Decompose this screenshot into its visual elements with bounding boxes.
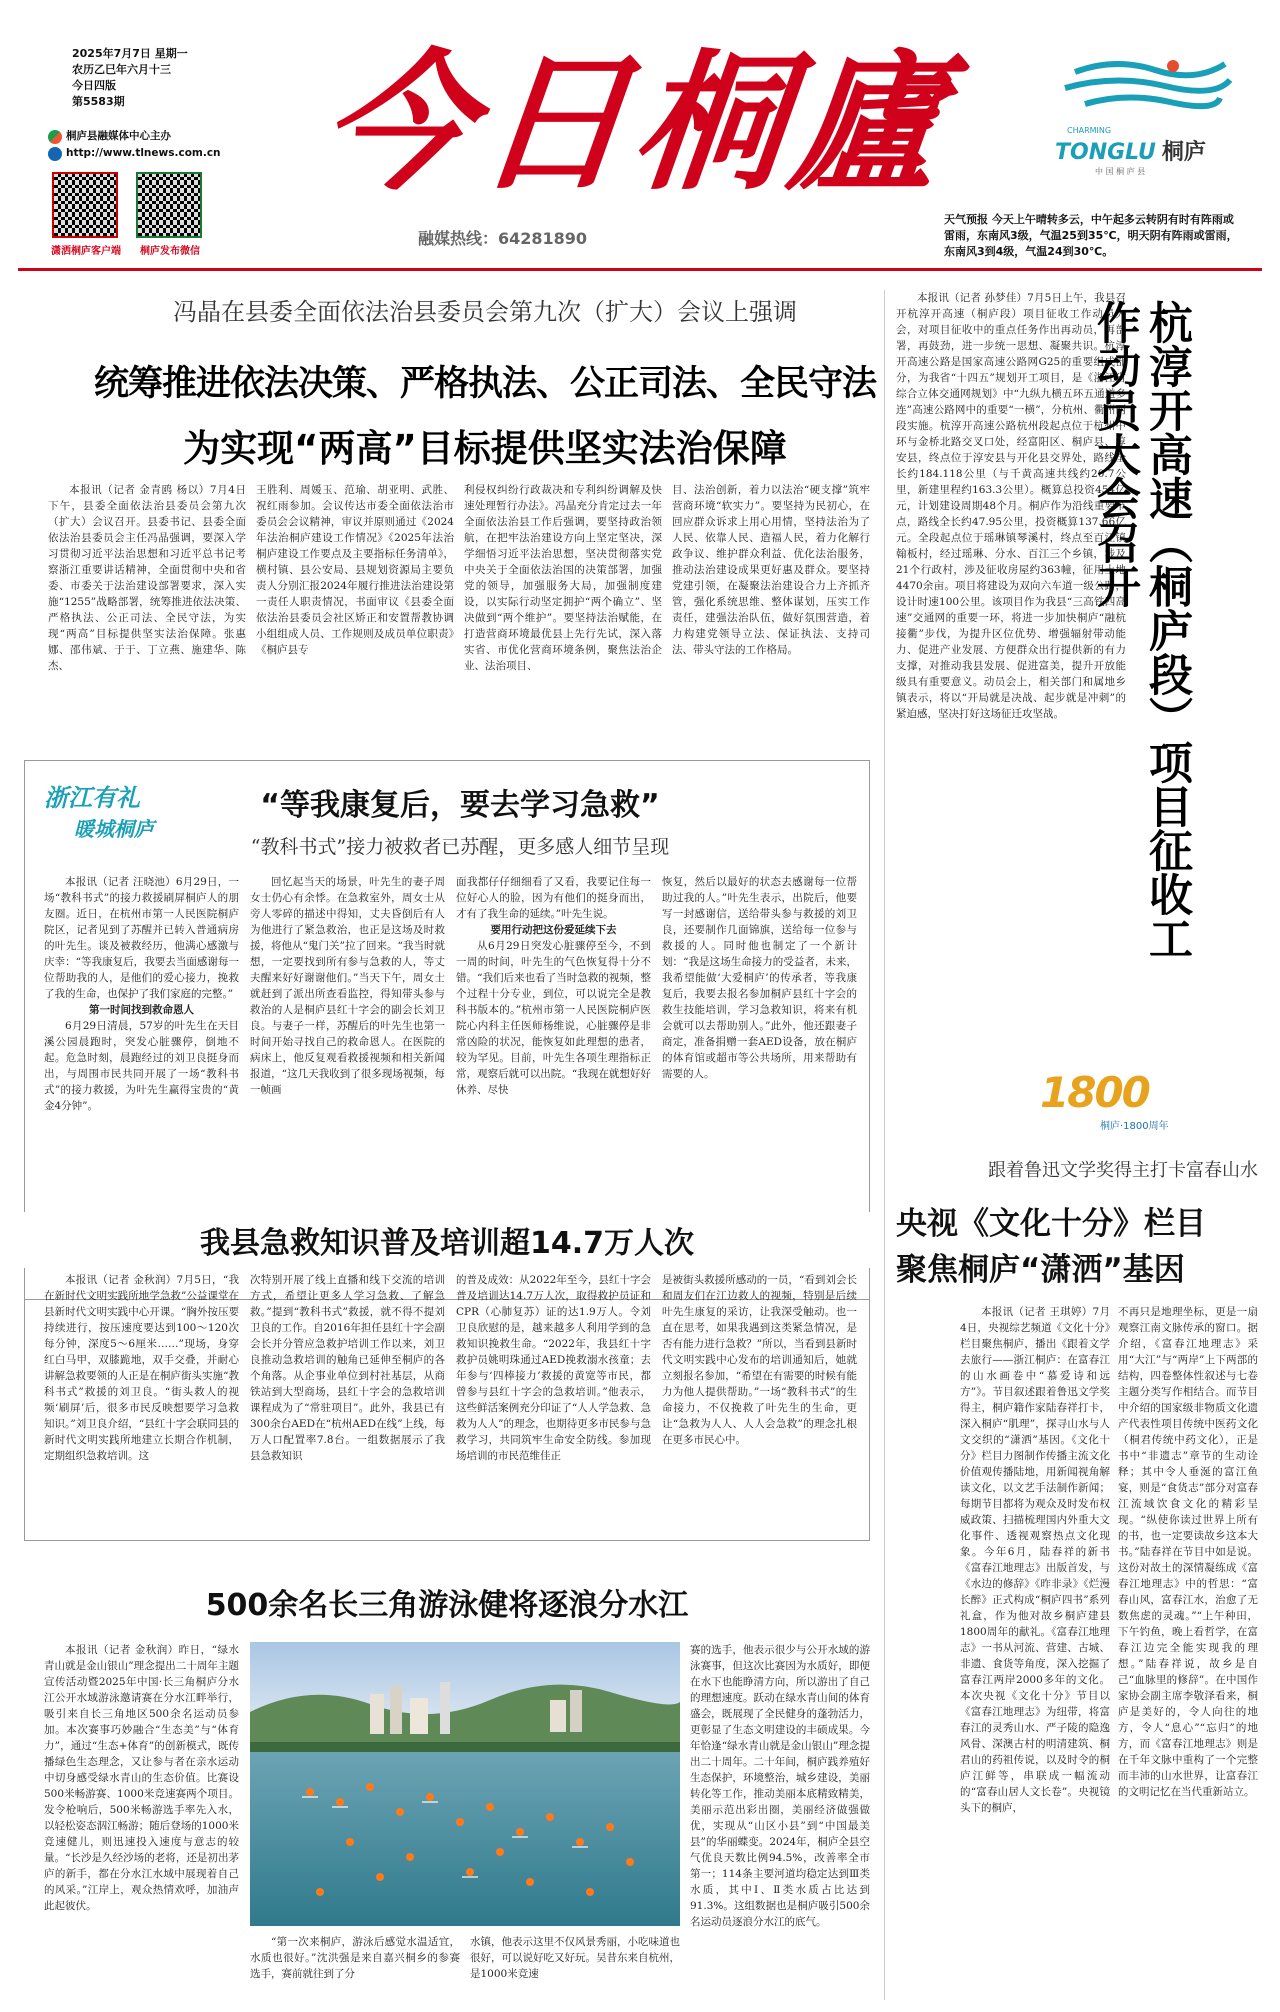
swim-caption-1: “第一次来桐庐，游泳后感觉水温适宜，水质也很好。”沈洪强是来自嘉兴桐乡的参赛选手，赛前就往到了分 xyxy=(250,1936,460,1980)
rescue-col-4 xyxy=(662,874,857,1226)
tonglu-1800-logo xyxy=(1040,1068,1240,1138)
website-link[interactable]: http://www.tlnews.com.cn xyxy=(66,147,221,159)
issue-number: 第5583期 xyxy=(72,95,125,108)
media-logo-icon xyxy=(48,130,62,144)
masthead-rule xyxy=(18,268,1262,271)
wechat-qr-code[interactable] xyxy=(136,172,202,238)
lead-text-1: 本报讯（记者 金青鸥 杨以）7月4日下午，县委全面依法治县委员会第九次（扩大）会议召开。县委书记、县委全面依法治县委员会主任冯晶强调，要深入学习贯彻习近平法治思想和习近平总书记考察浙江重要讲话精神，全面贯彻中央和省委、市委关于法治建设部署要求，深入实施“1255”战略部署，统筹推进依法决策、严格执法、公正司法、全民守法，为实现“两高”目标提供坚实法治保障。张惠娜、邵伟斌、于于、丁立燕、施建华、陈杰、 xyxy=(48,484,246,672)
rescue-subhead-2: 要用行动把这份爱延续下去 xyxy=(490,924,617,936)
rescue-col-1 xyxy=(44,874,239,1226)
rescue-col-2 xyxy=(250,874,445,1226)
right-column-divider xyxy=(884,290,885,2000)
training-col-2 xyxy=(250,1272,445,1528)
lead-col-3 xyxy=(464,482,662,722)
sponsor-text: 桐庐县融媒体中心主办 xyxy=(66,130,171,142)
lead-col-4 xyxy=(672,482,870,722)
river-wave-icon xyxy=(1055,52,1235,122)
rescue-subheadline: “教科书式”接力被救者已苏醒，更多感人细节呈现 xyxy=(250,836,670,858)
rescue-headline: “等我康复后，要去学习急救” xyxy=(260,788,660,823)
highway-headline: 杭淳开高速（桐庐段）项目征收工作动员大会召开 xyxy=(1089,300,1192,960)
page-count: 今日四版 xyxy=(72,79,116,92)
culture-text-1: 本报讯（记者 王琪婷）7月4日，央视综艺频道《文化十分》栏目聚焦桐庐，播出《跟着文学去旅行——浙江桐庐：在富春江的山水画卷中“慕爱诗和远方”》。节目叙述跟着鲁迅文学奖得主，桐庐籍作家陆春祥打卡，深入桐庐“肌理”，探寻山水与人文交织的“潇洒”基因。《文化十分》栏目力图制作传播主流文化价值观传播陆地，用新闻视角解读文化，以文艺手法制作新闻；每期节目都将为观众及时发布权威政策、扫描梳理国内外重大文化事件、透视观察热点文化现象。今年6月，陆春祥的新书《富春江地理志》出版首发，与《水边的修辞》《昨非录》《烂漫长醉》正式构成“桐庐四书”系列礼盒，作为他对故乡桐庐建县1800周年的献礼。《富春江地理志》一书从河流、营建、古城、非遗、食货等角度，深入挖掘了富春江两岸2000多年的文化。本次央视《文化十分》节目以《富春江地理志》为纽带，将富春江的灵秀山水、严子陵的隐逸风骨、深澳古村的明清建筑、桐君山的药祖传说，以及时令的桐庐江鲜等，串联成一幅流动的“富春山居人文长卷”。央视镜头下的桐庐， xyxy=(960,1306,1110,1814)
hotline: 融媒热线：64281890 xyxy=(418,229,588,248)
swim-photo xyxy=(250,1642,680,1926)
training-col-3 xyxy=(456,1272,651,1528)
rescue-text-1: 本报讯（记者 汪晓池）6月29日，一场“教科书式”的接力救援刷屏桐庐人的朋友圈。近日，在杭州市第一人民医院桐庐院区，记者见到了苏醒并已转入普通病房的叶先生。谈及被救经历，他满心感激与庆幸：“等我康复后，我要去当面感谢每一位帮助我的人，是他们的爱心接力，挽救了我的生命，也保护了我们家庭的完整。” xyxy=(44,876,239,1000)
brand-tagline: CHARMING xyxy=(1067,126,1112,135)
rescue-box-left xyxy=(24,1290,25,1540)
lead-headline-1: 统筹推进依法决策、严格执法、公正司法、全民守法 xyxy=(93,364,876,404)
lead-headline-2: 为实现“两高”目标提供坚实法治保障 xyxy=(183,427,787,470)
logo-line-2: 暖城桐庐 xyxy=(74,817,154,841)
training-text-4: 是被街头救援所感动的一员，“看到刘会长和周友们在江边救人的视频，特别是后续叶先生康复的采访，让我深受触动。也一直在思考，如果我遇到这类紧急情况，是否有能力进行急救？”所以，当看到县新时代文明实践中心发布的培训通知后，她就立刻报名参加，“希望在有需要的时候有能力为他人提供帮助。”一场“教科书式”的生命接力，不仅挽救了叶先生的生命，更让“急救为人人、人人会急救”的理念扎根在更多市民心中。 xyxy=(662,1274,857,1446)
qr2-label: 桐庐发布微信 xyxy=(140,246,200,257)
rescue-text-1b: 6月29日清晨，57岁的叶先生在天目溪公园晨跑时，突发心脏骤停，倒地不起。危急时刻，晨跑经过的刘卫良挺身而出，与周围市民共同开展了一场“教科书式”的接力救援，为叶先生赢得宝贵的“黄金4分钟”。 xyxy=(44,1020,239,1112)
training-headline: 我县急救知识普及培训超14.7万人次 xyxy=(24,1212,870,1268)
brand-county: 中 国 桐 庐 县 xyxy=(1095,167,1146,176)
lead-text-4: 目、法治创新，着力以法治“硬支撑”筑牢营商环境“软实力”。要坚持为民初心，在回应群众诉求上用心用情，坚持法治为了人民、依靠人民、造福人民，着力化解行政争议、维护群众利益、优化法治服务，推动法治建设成果更好惠及群众。要坚持党建引领，在凝聚法治建设合力上齐抓齐管，强化系统思维、整体谋划，压实工作责任，建强法治队伍，做好氛围营造，着力构建党领导立法、保证执法、支持司法、带头守法的工作格局。 xyxy=(672,484,870,656)
culture-col-1 xyxy=(960,1304,1110,2004)
weather-forecast: 天气预报 今天上午晴转多云，中午起多云转阴有时有阵雨或雷雨，东南风3级，气温25到35℃，明天阴有阵雨或雷雨，东南风3到4级，气温24到30℃。 xyxy=(944,213,1238,258)
swim-col-1 xyxy=(44,1642,239,2004)
logo-line-1: 浙江有礼 xyxy=(44,783,140,812)
rescue-box-bottom xyxy=(24,1540,870,1541)
training-col-1 xyxy=(44,1272,239,1528)
anniversary-sub: 桐庐·1800周年 xyxy=(1100,1121,1169,1132)
culture-headline-2: 聚焦桐庐“潇洒”基因 xyxy=(896,1252,1185,1288)
swim-col-3 xyxy=(690,1642,870,2004)
anniversary-number: 1800 xyxy=(1040,1068,1149,1117)
rescue-col-3 xyxy=(456,874,651,1226)
newspaper-title: 今日桐廬 xyxy=(313,35,957,211)
brand-english: TONGLU xyxy=(1055,140,1156,165)
culture-text-2: 不再只是地理坐标，更是一扇观察江南文脉传承的窗口。据介绍，《富春江地理志》采用“大江”与“两岸”上下两部的结构，四卷整体性叙述与七卷主题分类写作相结合。而节目中介绍的国家级非物质文化遗产代表性项目传统中医药文化（桐君传统中药文化），正是书中“非遗志”章节的生动诠释；其中令人垂涎的富江鱼宴，则是“食货志”部分对富春江流域饮食文化的精彩呈现。“纵使你读过世界上所有的书，也一定要读故乡这本大书。”陆春祥在节目中如是说。这份对故土的深情凝练成《富春江地理志》中的哲思：“富春山风，富春江水，治愈了无数焦虑的灵魂。”“上午种田，下午钓鱼，晚上看哲学，在富春江边完全能实现我的理想。”陆春祥说，故乡是自己“血脉里的修辞”。在中国作家协会副主席李敬泽看来，桐庐是美好的，令人向往的地方，令人“息心”“忘归”的地方，而《富春江地理志》则是在千年文脉中重构了一个完整而丰沛的山水世界，让富春江的文明记忆在当代重新站立。 xyxy=(1118,1306,1258,1798)
training-col-4 xyxy=(662,1272,857,1528)
swim-text-1: 本报讯（记者 金秋润）昨日，“绿水青山就是金山银山”理念提出二十周年主题宣传活动暨2025年中国·长三角桐庐分水江公开水域游泳邀请赛在分水江畔举行，吸引来自长三角地区500余名运动员参加。本次赛事巧妙融合“生态美”与“体育力”，通过“生态+体育”的创新模式，既传播绿色生态理念，又让参与者在亲水运动中切身感受绿水青山的生态价值。比赛设500米畅游赛、1000米竞速赛两个项目。发令枪响后，500米畅游选手率先入水，以轻松姿态泅江畅游；随后登场的1000米竞速健儿，则迅速投入速度与意志的较量。“长沙是久经沙场的老将，还是初出茅庐的新手，都在分水江水域中展现着自己的风采。”江岸上，观众热情欢呼，加油声此起彼伏。 xyxy=(44,1644,239,1912)
swim-caption-col-2 xyxy=(470,1934,680,2000)
issue-date: 2025年7月7日 星期一 xyxy=(72,47,188,60)
training-text-1: 本报讯（记者 金秋润）7月5日，“我在新时代文明实践所地学急救”公益课堂在县新时代文明实践中心开课。“胸外按压要持续进行，按压速度要达到100～120次每分钟，深度5～6厘米……”现场，身穿红白马甲，双膝跪地，双手交叠，并耐心讲解急救要领的人正是在桐庐街头实施“教科书式”救援的刘卫良。“街头救人的视频‘刷屏’后，很多市民反映想要学习急救知识。”刘卫良介绍，“县红十字会联同县的新时代文明实践所地建立长期合作机制，定期组织急救培训。这 xyxy=(44,1274,239,1462)
sponsor-block xyxy=(48,128,268,162)
lunar-date: 农历乙巳年六月十三 xyxy=(72,63,171,76)
highway-text: 本报讯（记者 孙梦佳）7月5日上午，我县召开杭淳开高速（桐庐段）项目征收工作动员大会，对项目征收中的重点任务作出再动员，再部署，再鼓劲，进一步统一思想、凝聚共识。杭淳开高速公路是国家高速公路网G25的重要组成部分，为我省“十四五”规划开工项目，是《浙江省综合立体交通网规划》中“九纵九横五环五通道多连”高速公路网中的重要“一横”，分杭州、衢州两段实施。杭淳开高速公路杭州段起点位于杭州中环与金桥北路交叉口处，经富阳区、桐庐县、淳安县，终点位于淳安县与开化县交界处，路线全长约184.118公里（与千黄高速共线约20.7公里，新建里程约163.3公里）。概算总投资454亿元，计划建设周期48个月。桐庐作为沿线重要节点，路线全长约47.95公里，投资概算137.66亿元。全段起点位于瑶琳镇琴溪村，终点至百江镇翰板村，经过瑶琳、分水、百江三个乡镇，涉及21个行政村，涉及征收房屋约363幢，征用土地4470余亩。项目将建设为双向六车道一级公路，设计时速100公里。该项目作为我县“三高铁四高速”交通网的重要一环，将进一步加快桐庐“融杭接衢”步伐，为提升区位优势、增强辐射带动能力、促进产业发展、方便群众出行提供新的有力支撑，对推动我县发展、促进富美，提升开放能级具有重要意义。动员会上，相关部门和属地乡镇表示，将以“开局就是决战、起步就是冲刺”的紧迫感，坚决打好这场征迁攻坚战。 xyxy=(896,292,1126,720)
lead-text-3: 利侵权纠纷行政裁决和专利纠纷调解及快速处理暂行办法》。冯晶充分肯定过去一年全面依法治县工作后强调，要坚持政治领航，在把牢法治建设方向上坚定坚决，深学细悟习近平法治思想，坚决贯彻落实党中央关于全面依法治国的决策部署，加强党的领导，加强服务大局，加强制度建设，以实际行动坚定拥护“两个确立”、坚决做到“两个维护”。要坚持法治赋能，在打造营商环境最优县上先行先试，深入落实省、市优化营商环境条例，聚焦法治企业、法治项目、 xyxy=(464,484,662,672)
zhejiang-etiquette-logo xyxy=(44,778,204,842)
rescue-subhead-1: 第一时间找到救命恩人 xyxy=(89,1004,194,1016)
culture-headline-1: 央视《文化十分》栏目 xyxy=(896,1206,1206,1242)
brand-chinese: 桐庐 xyxy=(1161,139,1206,165)
lead-col-2 xyxy=(256,482,454,722)
rescue-text-3: 面我都仔仔细细看了又看，我要记住每一位好心人的脸，因为有他们的挺身而出，才有了我生命的延续。”叶先生说。 xyxy=(456,876,651,920)
culture-kicker: 跟着鲁迅文学奖得主打卡富春山水 xyxy=(988,1160,1258,1181)
rescue-text-3b: 从6月29日突发心脏骤停至今，不到一周的时间，叶先生的气色恢复得十分不错。“我们后来也看了当时急救的视频，整个过程十分专业，到位，可以说完全是教科书版本的。”杭州市第一人民医院桐庐医院心内科主任医师杨维说，心脏骤停是非常凶险的状况，能恢复如此理想的患者，较为罕见。目前，叶先生各项生理指标正常，观察后就可以出院。“我现在就想好好休养、尽快 xyxy=(456,940,651,1096)
masthead-date-block xyxy=(72,46,272,110)
training-text-2: 次特别开展了线上直播和线下交流的培训方式，希望让更多人学习急救、了解急救。”提到“教科书式”救援，就不得不提刘卫良的工作。自2016年担任县红十字会副会长并分管应急救护培训工作以来，刘卫良推动急救培训的触角已延伸至桐庐的各个角落。从企事业单位到村社基层，从商铁站到大型商场，县红十字会的急救培训课程成为了“常驻项目”。此外，我县已有300余台AED在“杭州AED在线”上线，每万人口配置率7.8台。一组数据展示了我县急救知识 xyxy=(250,1274,445,1462)
rescue-text-2: 回忆起当天的场景，叶先生的妻子周女士仍心有余悸。在急救室外，周女士从旁人零碎的描述中得知，丈夫昏倒后有人为他进行了紧急救治，也正是这场及时救援，将他从“鬼门关”拉了回来。“我当时就想，一定要找到所有参与急救的人，等丈夫醒来好好谢谢他们。”当天下午，周女士就赶到了派出所查看监控，得知带头参与救治的人是桐庐县红十字会的副会长刘卫良。与妻子一样，苏醒后的叶先生也第一时间开始寻找自己的救命恩人。在医院的病床上，他反复观看救援视频和相关新闻报道，“这几天我收到了很多现场视频，每一帧画 xyxy=(250,876,445,1096)
rescue-text-4: 恢复，然后以最好的状态去感谢每一位帮助过我的人。”叶先生表示，出院后，他要写一封感谢信，送给带头参与救援的刘卫良，还要制作几面锦旗，送给每一位参与救援的人。同时他也制定了一个新计划：“我是这场生命接力的受益者，未来，我希望能做‘大爱桐庐’的传承者，等我康复后，我要去报名参加桐庐县红十字会的救生技能培训，学习急救知识，将来有机会就可以去帮助别人。”此外，他还跟妻子商定，准备捐赠一套AED设备，放在桐庐的体育馆或超市等公共场所，用来帮助有需要的人。 xyxy=(662,876,857,1080)
rescue-box-right xyxy=(869,1290,870,1540)
qr1-label: 潇洒桐庐客户端 xyxy=(51,246,121,257)
swim-caption-col-1 xyxy=(250,1934,460,2000)
lead-col-1 xyxy=(48,482,246,722)
tonglu-brand-logo xyxy=(1055,52,1235,176)
swim-headline: 500余名长三角游泳健将逐浪分水江 xyxy=(205,1588,689,1623)
swim-caption-2: 水镇，他表示这里不仅风景秀丽，小吃味道也很好，可以说好吃又好玩。吴昔东来自杭州，是1000米竞速 xyxy=(470,1936,680,1980)
training-text-3: 的普及成效：从2022年至今，县红十字会普及培训达14.7万人次，取得救护员证和CPR（心肺复苏）证的达1.9万人。令刘卫良欣慰的是，越来越多人利用学到的急救知识挽救生命。“2022年，我县红十字救护员姚明珠通过AED挽救溺水孩童；去年参与‘四棒接力’救援的黄宽等市民，都曾参与县红十字会的急救培训。”他表示，这些鲜活案例充分印证了“人人学急救、急救为人人”的理念，也期待更多市民参与急救学习，共同筑牢生命安全防线。参加现场培训的市民范维佳正 xyxy=(456,1274,651,1462)
lead-kicker: 冯晶在县委全面依法治县委员会第九次（扩大）会议上强调 xyxy=(173,298,797,326)
globe-icon xyxy=(48,147,62,161)
culture-col-2 xyxy=(1118,1304,1258,2004)
swim-river-photo xyxy=(250,1642,680,1926)
swim-text-3: 赛的选手，他表示很少与公开水域的游泳赛事，但这次比赛因为水质好，即便在水下也能睁清方向，所以游出了自己的理想速度。跃动在绿水青山间的体育盛会，既展现了全民健身的蓬勃活力，更彰显了生态文明建设的丰硕成果。今年恰逢“绿水青山就是金山银山”理念提出二十周年。二十年间，桐庐践养殖好生态保护，环境整治，城乡建设，美丽转化等工作，推动美丽本底精致精美，美丽示范出彩出圈，美丽经济做强做优，实现从“山区小县”到“中国最美县”的华丽蝶变。2024年，桐庐全县空气优良天数比例94.5%，改善率全市第一；114条主要河道均稳定达到Ⅲ类水质，其中Ⅰ、Ⅱ类水质占比达到91.3%。这组数据也是桐庐吸引500余名运动员逐浪分水江的底气。 xyxy=(690,1644,870,1928)
lead-text-2: 王胜利、周媛玉、范瑜、胡亚明、武胜、祝红雨参加。会议传达市委全面依法治市委员会会议精神，审议并原则通过《2024年法治桐庐建设工作情况》《2025年法治桐庐建设工作要点及主要指标任务清单》，横村镇、县公安局、县规划资源局主要负责人分别汇报2024年履行推进法治建设第一责任人职责情况，书面审议《县委全面依法治县委员会社区矫正和安置帮教协调小组组成人员、工作规则及成员单位职责》《桐庐县专 xyxy=(256,484,454,656)
client-qr-code[interactable] xyxy=(52,172,118,238)
